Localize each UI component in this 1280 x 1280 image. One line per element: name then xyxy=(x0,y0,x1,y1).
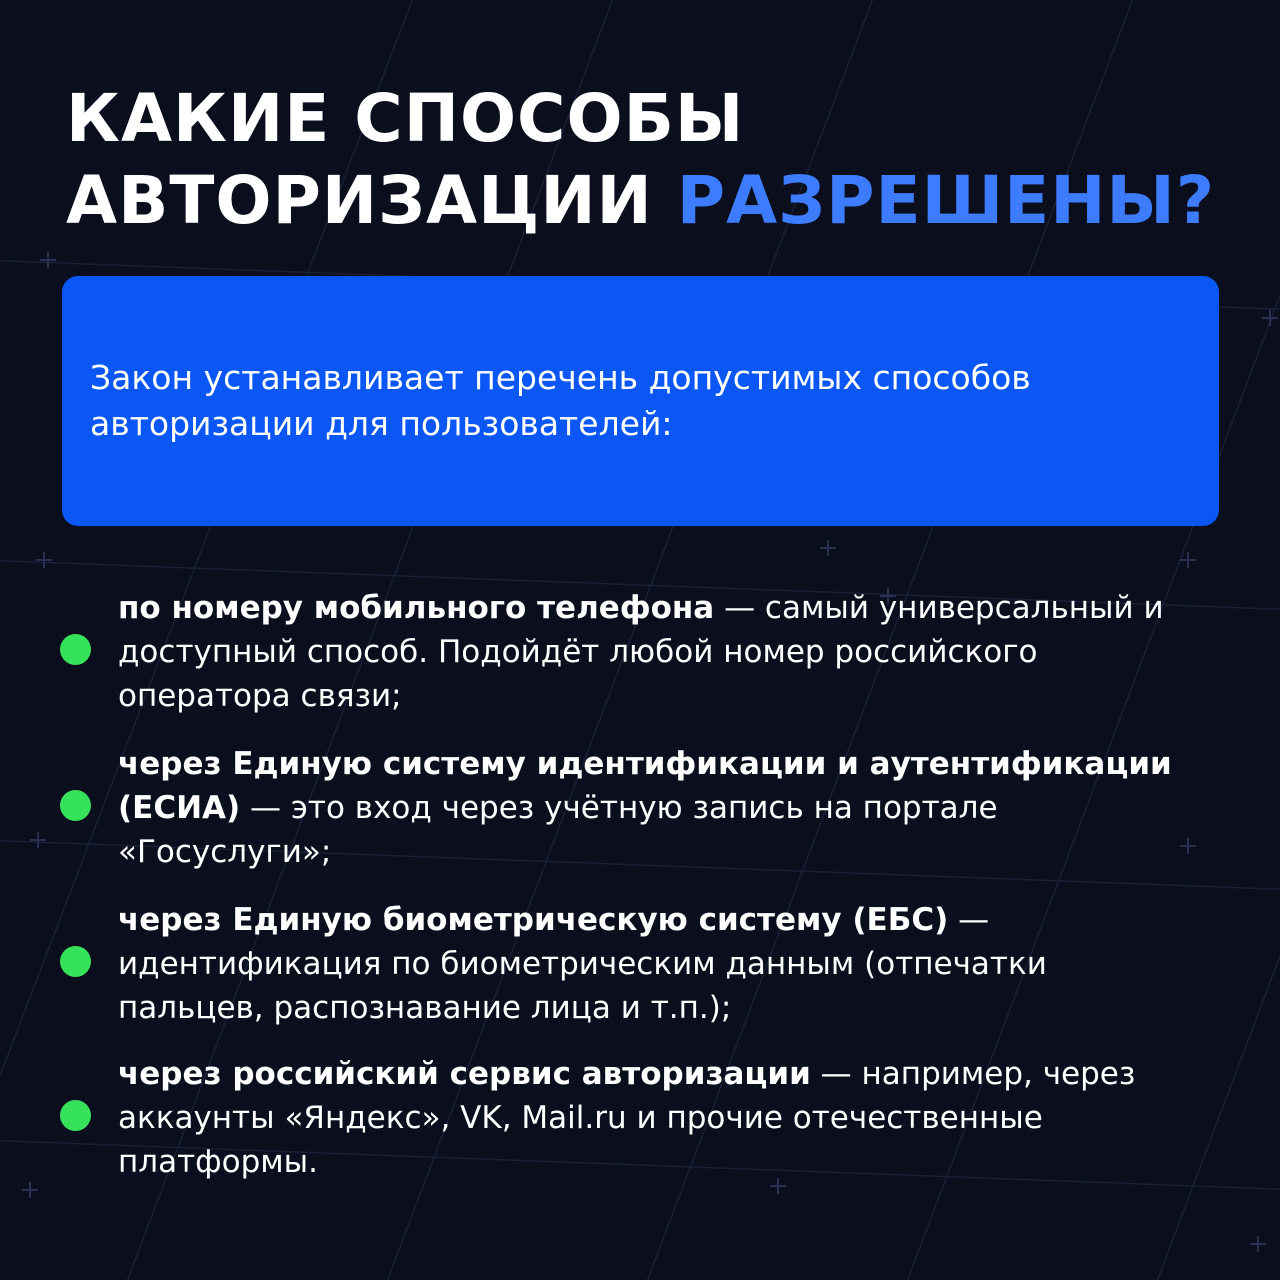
list-item-bold: через российский сервис авторизации xyxy=(118,1056,811,1092)
list-item xyxy=(118,1052,1198,1184)
title-line-1: КАКИЕ СПОСОБЫ xyxy=(66,80,745,157)
list-item-bold: по номеру мобильного телефона xyxy=(118,590,715,626)
title-accent: РАЗРЕШЕНЫ? xyxy=(676,162,1216,239)
list-item xyxy=(118,742,1198,874)
bullet-icon xyxy=(60,946,91,977)
list-item-bold: через Единую биометрическую систему (ЕБС) xyxy=(118,902,949,938)
list-item xyxy=(118,586,1198,718)
bullet-icon xyxy=(60,790,91,821)
title-line-2: АВТОРИЗАЦИИ xyxy=(66,162,653,239)
list-item-bold: через Единую систему идентификации и аутентификации (ЕСИА) xyxy=(118,746,1172,826)
bullet-icon xyxy=(60,1100,91,1131)
info-box xyxy=(62,276,1219,526)
info-box-text: Закон устанавливает перечень допустимых способов авторизации для пользователей: xyxy=(90,358,1031,443)
list-item-text: — самый универсальный и доступный способ. Подойдёт любой номер российского оператора связи; xyxy=(118,590,1164,714)
page-title xyxy=(66,78,1215,242)
bullet-icon xyxy=(60,634,91,665)
list-item-text: — это вход через учётную запись на портале «Госуслуги»; xyxy=(118,790,998,870)
list-item-text: — например, через аккаунты «Яндекс», VK, Mail.ru и прочие отечественные платформы. xyxy=(118,1056,1136,1180)
list-item xyxy=(118,898,1198,1030)
list-item-text: — идентификация по биометрическим данным (отпечатки пальцев, распознавание лица и т.п.); xyxy=(118,902,1047,1026)
